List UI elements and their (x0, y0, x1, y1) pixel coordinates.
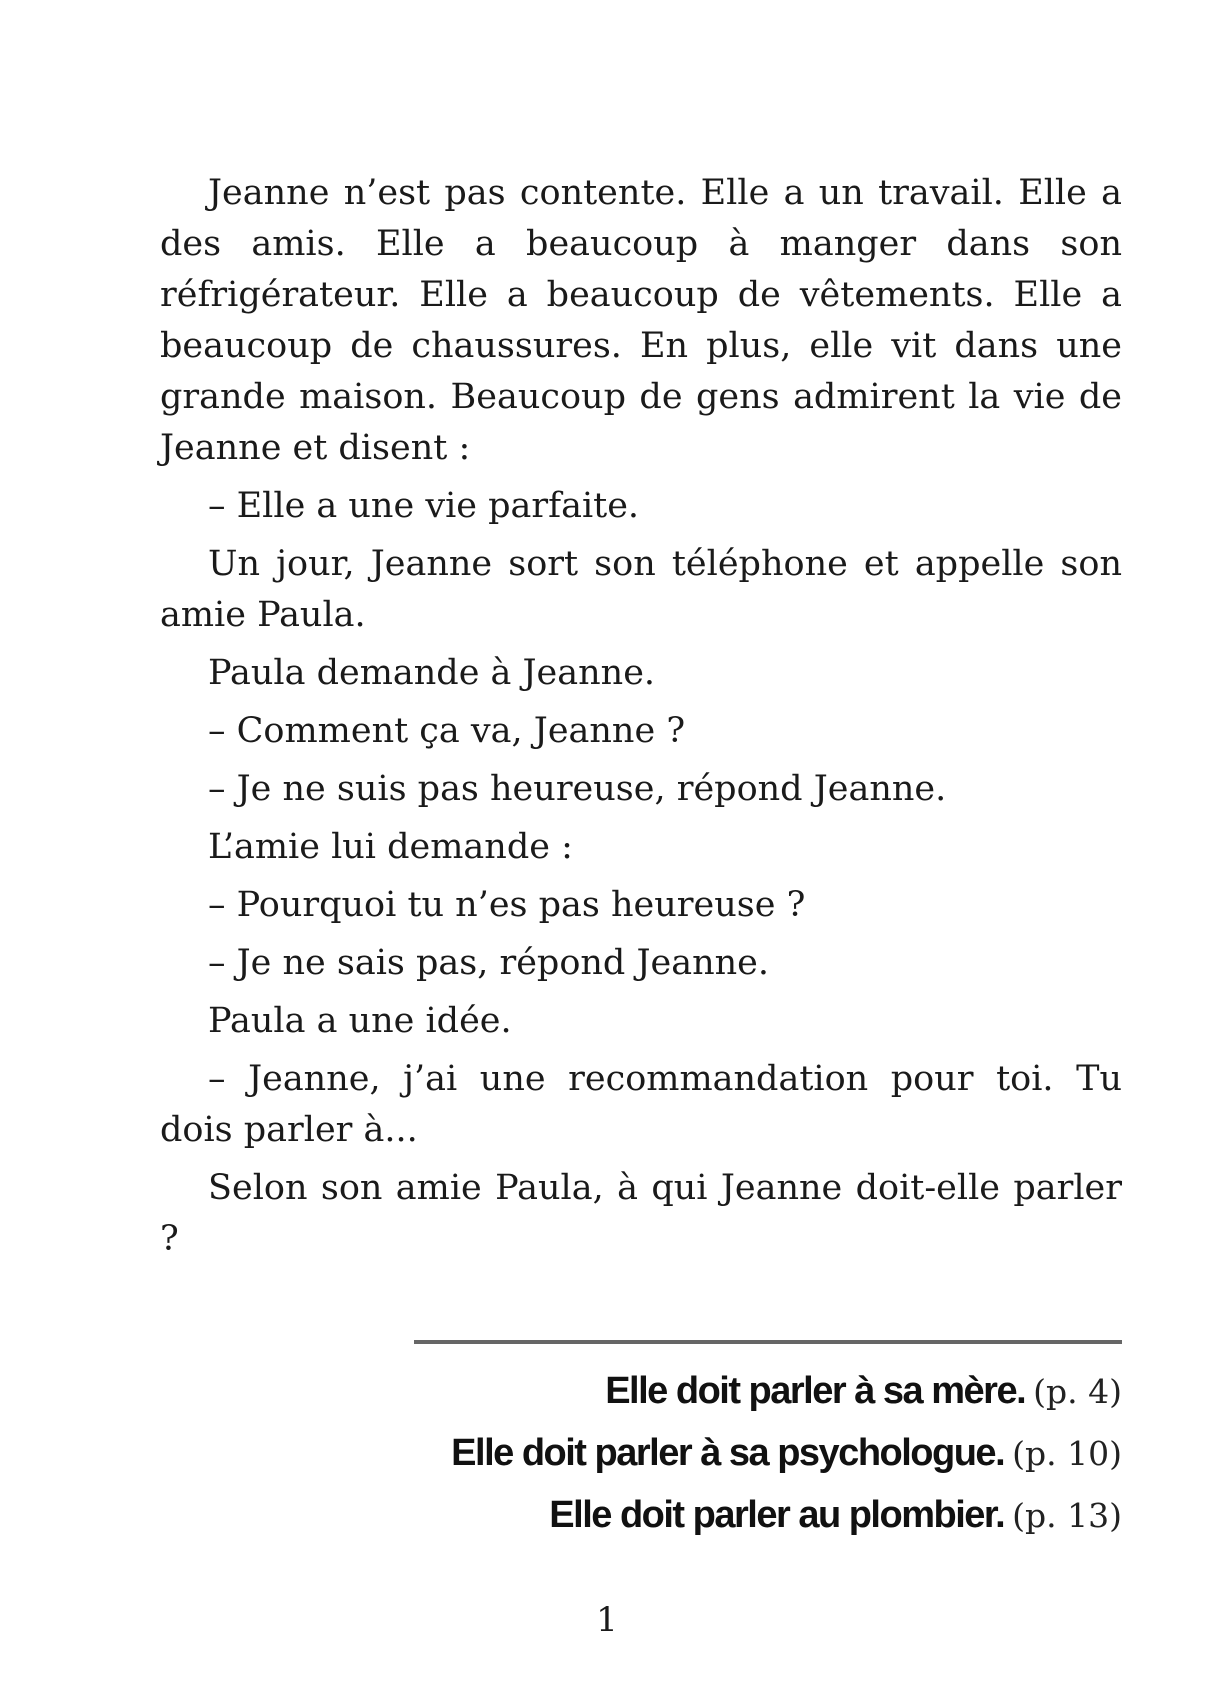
paragraph-dialogue: – Elle a une vie parfaite. (208, 486, 640, 526)
paragraph-dialogue: Paula demande à Jeanne. (208, 653, 656, 693)
paragraph-dialogue: – Je ne sais pas, répond Jeanne. (208, 943, 769, 983)
paragraph-dialogue: L’amie lui demande : (208, 827, 573, 867)
choice-label[interactable]: Elle doit parler à sa psychologue. (451, 1432, 1005, 1474)
choice-page-ref: (p. 10) (1012, 1434, 1122, 1473)
choice-label[interactable]: Elle doit parler au plombier. (549, 1494, 1005, 1536)
paragraph-dialogue: – Pourquoi tu n’es pas heureuse ? (208, 885, 806, 925)
paragraph-phone-call: Un jour, Jeanne sort son téléphone et appelle son amie Paula. (160, 544, 1122, 635)
choice-item-mother[interactable] (414, 1364, 1122, 1426)
paragraph-recommendation: – Jeanne, j’ai une recommandation pour toi. Tu dois parler à... (160, 1059, 1122, 1150)
paragraph-intro: Jeanne n’est pas contente. Elle a un travail. Elle a des amis. Elle a beaucoup à manger dans son réfrigérateur. Elle a beaucoup de vêtements. Elle a beaucoup de chaussures. En plus, elle vit dans une grande maison. Beaucoup de gens admirent la vie de Jeanne et disent : (160, 173, 1122, 468)
paragraph-dialogue: – Je ne suis pas heureuse, répond Jeanne. (208, 769, 947, 809)
page-number: 1 (596, 1600, 618, 1640)
paragraph-dialogue: – Comment ça va, Jeanne ? (208, 711, 686, 751)
choice-item-psychologist[interactable] (414, 1426, 1122, 1488)
paragraph-dialogue: Paula a une idée. (208, 1001, 512, 1041)
story-text (160, 168, 1122, 1272)
choice-list (414, 1340, 1122, 1550)
choice-label[interactable]: Elle doit parler à sa mère. (605, 1370, 1026, 1412)
paragraph-question: Selon son amie Paula, à qui Jeanne doit-elle parler ? (160, 1168, 1122, 1259)
choice-item-plumber[interactable] (414, 1488, 1122, 1550)
choice-page-ref: (p. 4) (1033, 1372, 1122, 1411)
choice-page-ref: (p. 13) (1012, 1496, 1122, 1535)
